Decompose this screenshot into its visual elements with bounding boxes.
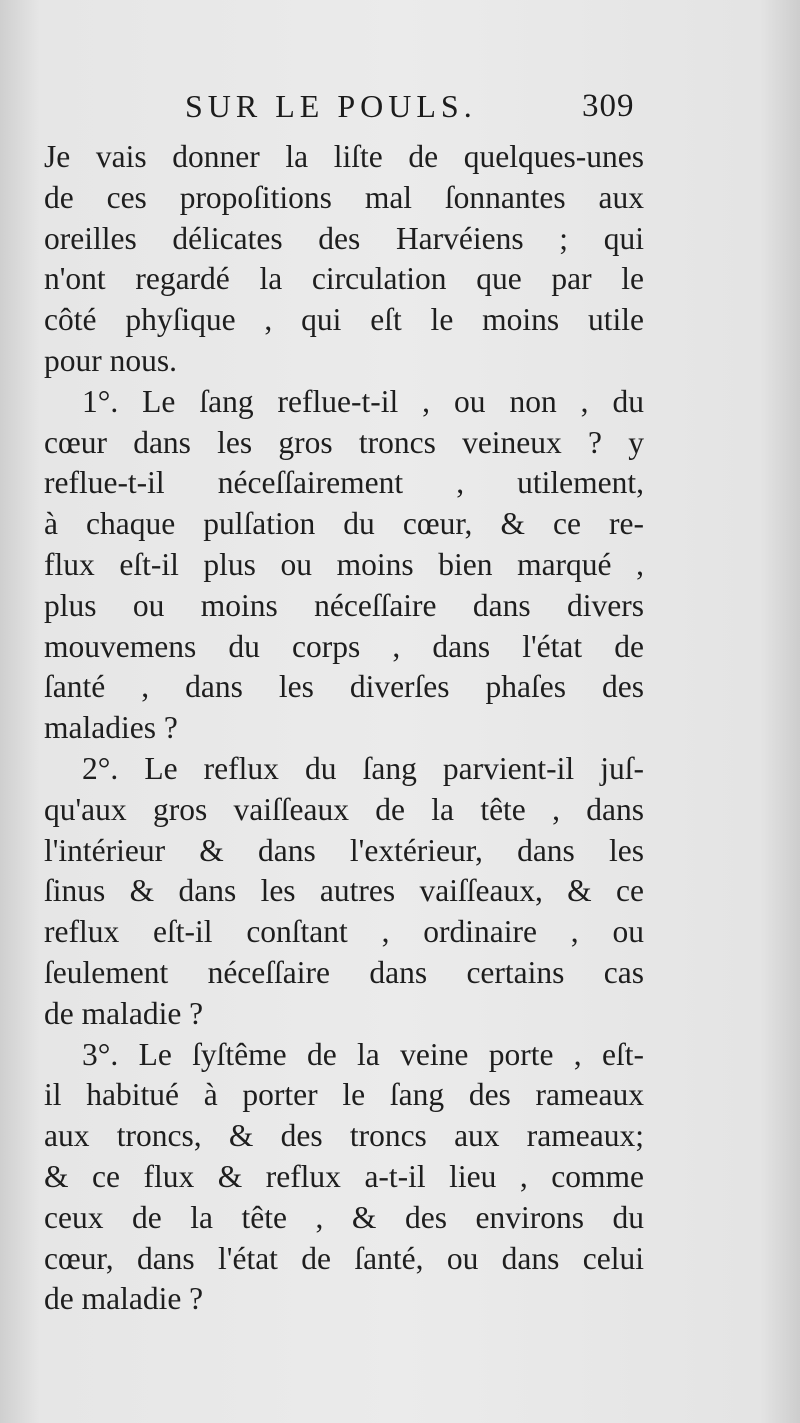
text-line: de maladie ? [44,1281,204,1317]
paragraph-question-3 [44,1035,644,1321]
paragraph-intro [44,137,644,382]
text-line: reflue-t-il néceſſairement , utilement, [44,465,644,501]
text-line: à chaque pulſation du cœur, & ce re- [44,506,644,542]
text-line: pour nous. [44,342,177,378]
text-line: & ce flux & reflux a-t-il lieu , comme [44,1158,644,1194]
text-line: 3°. Le ſyſtême de la veine porte , eſt- [82,1036,644,1072]
text-line: ſinus & dans les autres vaiſſeaux, & ce [44,873,644,909]
text-line: ſeulement néceſſaire dans certains cas [44,954,644,990]
text-line: reflux eſt-il conſtant , ordinaire , ou [44,914,644,950]
text-line: n'ont regardé la circulation que par le [44,261,644,297]
text-line: de ces propoſitions mal ſonnantes aux [44,179,644,215]
text-line: 2°. Le reflux du ſang parvient-il juſ- [82,750,644,786]
text-line: ſanté , dans les diverſes phaſes des [44,669,644,705]
paragraph-question-1 [44,382,644,749]
text-line: ceux de la tête , & des environs du [44,1199,644,1235]
text-line: maladies ? [44,710,178,746]
text-line: cœur, dans l'état de ſanté, ou dans celui [44,1240,644,1276]
text-line: l'intérieur & dans l'extérieur, dans les [44,832,644,868]
page-number: 309 [582,88,635,124]
running-head: SUR LE POULS. [185,88,477,124]
text-line: Je vais donner la liſte de quelques-unes [44,139,644,174]
text-line: plus ou moins néceſſaire dans divers [44,587,644,623]
text-line: de maladie ? [44,995,204,1031]
text-line: oreilles délicates des Harvéiens ; qui [44,220,644,256]
text-line: aux troncs, & des troncs aux rameaux; [44,1118,644,1154]
text-line: 1°. Le ſang reflue-t-il , ou non , du [82,383,644,419]
text-line: flux eſt-il plus ou moins bien marqué , [44,546,644,582]
body-text [44,137,644,1320]
paragraph-question-2 [44,749,644,1035]
text-line: cœur dans les gros troncs veineux ? y [44,424,644,460]
text-line: mouvemens du corps , dans l'état de [44,628,644,664]
text-line: qu'aux gros vaiſſeaux de la tête , dans [44,791,644,827]
text-line: il habitué à porter le ſang des rameaux [44,1077,644,1113]
page-header [0,88,800,128]
text-line: côté phyſique , qui eſt le moins utile [44,302,644,338]
